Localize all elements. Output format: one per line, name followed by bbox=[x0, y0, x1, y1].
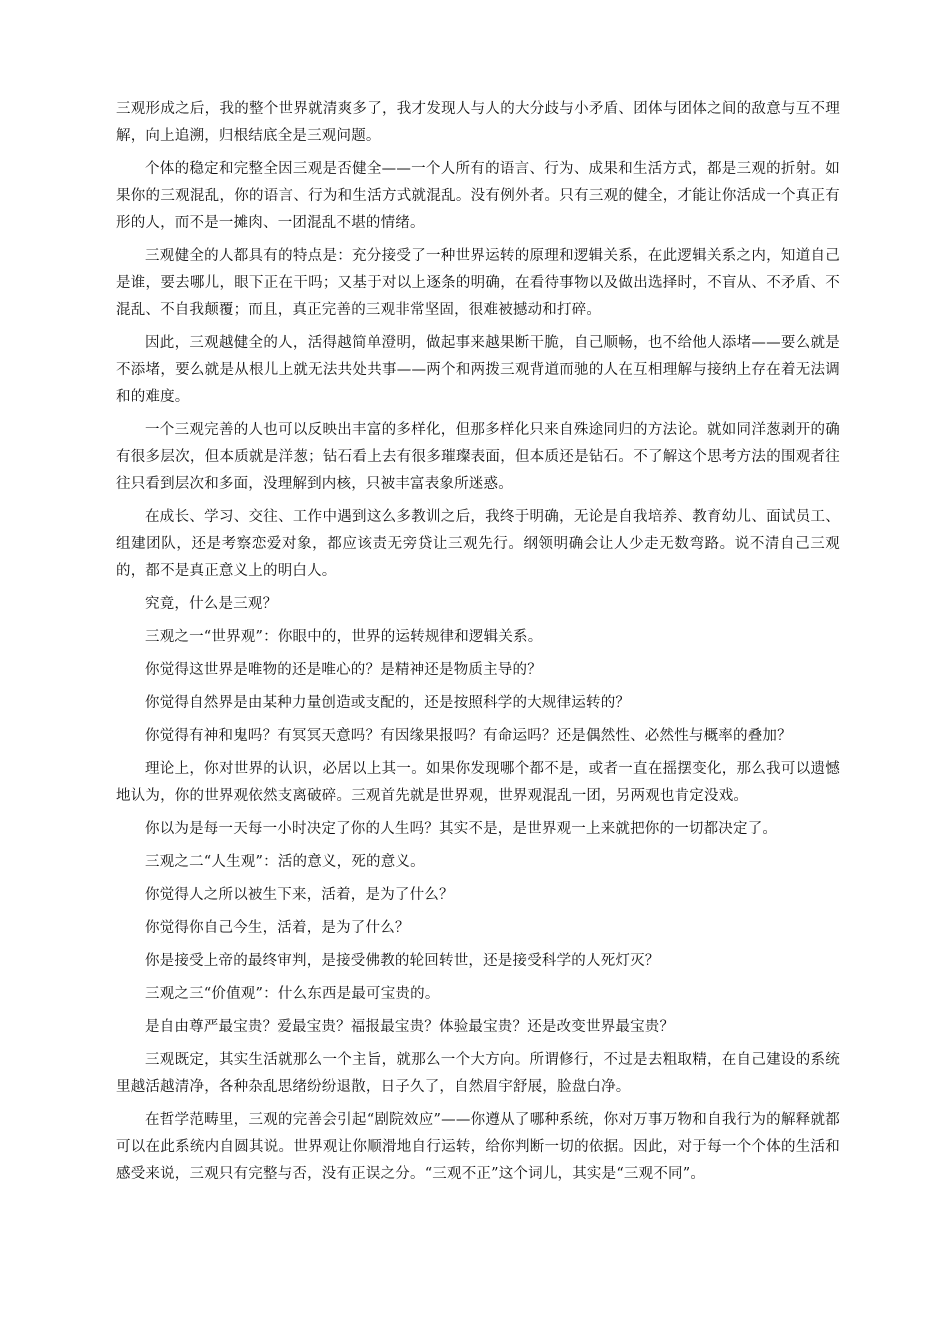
paragraph-9: 你觉得这世界是唯物的还是唯心的？是精神还是物质主导的？ bbox=[145, 662, 542, 678]
paragraph-5: 一个三观完善的人也可以反映出丰富的多样化，但那多样化只来自殊途同归的方法论。就如同洋葱剥开的确有很多层次，但本质就是洋葱；钻石看上去有很多璀璨表面，但本质还是钻石。不了解这个思考方法的围观者往往只看到层次和多面，没理解到内核，只被丰富表象所迷惑。 bbox=[116, 422, 840, 492]
paragraph-13: 你以为是每一天每一小时决定了你的人生吗？其实不是，是世界观一上来就把你的一切都决定了。 bbox=[145, 821, 778, 837]
paragraph-11: 你觉得有神和鬼吗？有冥冥天意吗？有因缘果报吗？有命运吗？还是偶然性、必然性与概率的叠加？ bbox=[145, 728, 792, 744]
paragraph-4: 因此，三观越健全的人，活得越简单澄明，做起事来越果断干脆，自己顺畅，也不给他人添堵——要么就是不添堵，要么就是从根儿上就无法共处共事——两个和两拨三观背道而驰的人在互相理解与接纳上存在着无法调和的难度。 bbox=[116, 335, 840, 405]
paragraph-3: 三观健全的人都具有的特点是：充分接受了一种世界运转的原理和逻辑关系，在此逻辑关系之内，知道自己是谁，要去哪儿，眼下正在干吗；又基于对以上逐条的明确，在看待事物以及做出选择时，不盲从、不矛盾、不混乱、不自我颠覆；而且，真正完善的三观非常坚固，很难被撼动和打碎。 bbox=[116, 248, 840, 318]
paragraph-15: 你觉得人之所以被生下来，活着，是为了什么？ bbox=[145, 887, 454, 903]
paragraph-21: 在哲学范畴里，三观的完善会引起“剧院效应”——你遵从了哪种系统，你对万事万物和自我行为的解释就都可以在此系统内自圆其说。世界观让你顺滑地自行运转，给你判断一切的依据。因此，对于每一个个体的生活和感受来说，三观只有完整与否，没有正误之分。“三观不正”这个词儿，其实是“三观不同”。 bbox=[116, 1112, 840, 1182]
paragraph-12: 理论上，你对世界的认识，必居以上其一。如果你发现哪个都不是，或者一直在摇摆变化，那么我可以遗憾地认为，你的世界观依然支离破碎。三观首先就是世界观，世界观混乱一团，另两观也肯定没戏。 bbox=[116, 761, 840, 804]
paragraph-2: 个体的稳定和完整全因三观是否健全——一个人所有的语言、行为、成果和生活方式，都是三观的折射。如果你的三观混乱，你的语言、行为和生活方式就混乱。没有例外者。只有三观的健全，才能让你活成一个真正有形的人，而不是一摊肉、一团混乱不堪的情绪。 bbox=[116, 161, 840, 231]
paragraph-20: 三观既定，其实生活就那么一个主旨，就那么一个大方向。所谓修行，不过是去粗取精，在自己建设的系统里越活越清净，各种杂乱思绪纷纷退散，日子久了，自然眉宇舒展，脸盘白净。 bbox=[116, 1052, 840, 1095]
paragraph-10: 你觉得自然界是由某种力量创造或支配的，还是按照科学的大规律运转的？ bbox=[145, 695, 631, 711]
paragraph-18: 三观之三“价值观”：什么东西是最可宝贵的。 bbox=[145, 986, 440, 1002]
document-page bbox=[116, 96, 840, 1194]
paragraph-6: 在成长、学习、交往、工作中遇到这么多教训之后，我终于明确，无论是自我培养、教育幼儿、面试员工、组建团队，还是考察恋爱对象，都应该责无旁贷让三观先行。纲领明确会让人少走无数弯路。说不清自己三观的，都不是真正意义上的明白人。 bbox=[116, 509, 840, 579]
paragraph-17: 你是接受上帝的最终审判，是接受佛教的轮回转世，还是接受科学的人死灯灭？ bbox=[145, 953, 660, 969]
paragraph-16: 你觉得你自己今生，活着，是为了什么？ bbox=[145, 920, 410, 936]
paragraph-1: 三观形成之后，我的整个世界就清爽多了，我才发现人与人的大分歧与小矛盾、团体与团体之间的敌意与互不理解，向上追溯，归根结底全是三观问题。 bbox=[116, 101, 840, 144]
paragraph-8: 三观之一“世界观”：你眼中的，世界的运转规律和逻辑关系。 bbox=[145, 629, 543, 645]
paragraph-19: 是自由尊严最宝贵？爱最宝贵？福报最宝贵？体验最宝贵？还是改变世界最宝贵？ bbox=[145, 1019, 675, 1035]
paragraph-14: 三观之二“人生观”：活的意义，死的意义。 bbox=[145, 854, 425, 870]
paragraph-7: 究竟，什么是三观？ bbox=[145, 596, 278, 612]
